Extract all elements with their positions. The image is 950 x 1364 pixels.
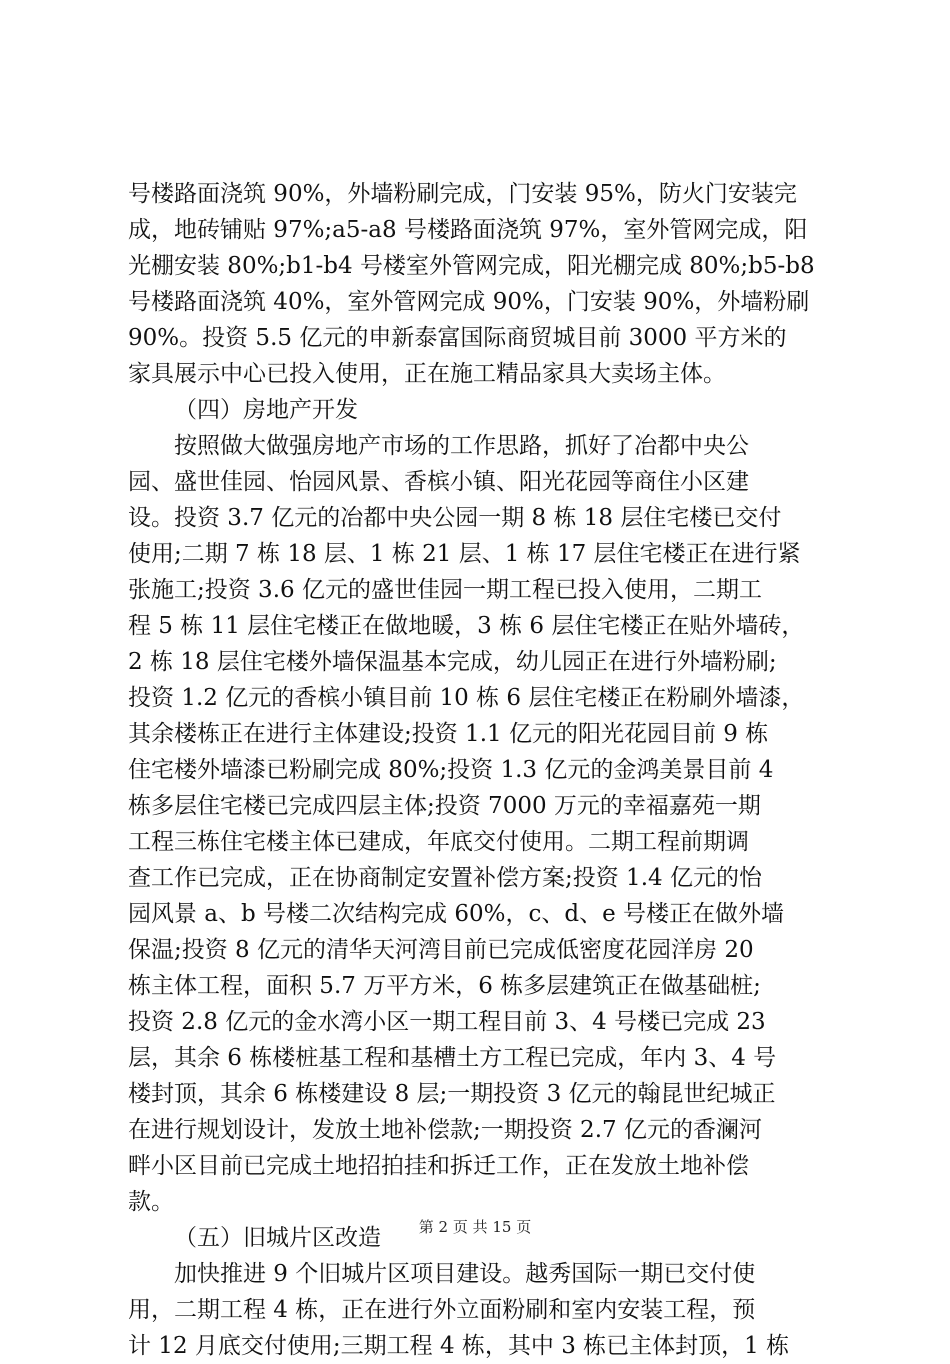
text-line: 2 栋 18 层住宅楼外墙保温基本完成，幼儿园正在进行外墙粉刷; xyxy=(128,649,777,675)
paragraph-first-line: 按照做大做强房地产市场的工作思路，抓好了冶都中央公 xyxy=(174,433,749,459)
text-line: 楼封顶，其余 6 栋楼建设 8 层;一期投资 3 亿元的翰昆世纪城正 xyxy=(128,1081,776,1107)
text-line: 畔小区目前已完成土地招拍挂和拆迁工作，正在发放土地补偿 xyxy=(128,1153,749,1179)
section-heading: （五）旧城片区改造 xyxy=(174,1225,381,1251)
text-line: 成，地砖铺贴 97%;a5-a8 号楼路面浇筑 97%，室外管网完成，阳 xyxy=(128,217,808,243)
text-line: 园风景 a、b 号楼二次结构完成 60%，c、d、e 号楼正在做外墙 xyxy=(128,901,785,927)
section-heading: （四）房地产开发 xyxy=(174,397,358,423)
text-line: 号楼路面浇筑 40%，室外管网完成 90%，门安装 90%，外墙粉刷 xyxy=(128,289,810,315)
text-line: 住宅楼外墙漆已粉刷完成 80%;投资 1.3 亿元的金鸿美景目前 4 xyxy=(128,757,774,783)
text-line: 张施工;投资 3.6 亿元的盛世佳园一期工程已投入使用，二期工 xyxy=(128,577,762,603)
text-line: 其余楼栋正在进行主体建设;投资 1.1 亿元的阳光花园目前 9 栋 xyxy=(128,721,769,747)
text-line: 查工作已完成，正在协商制定安置补偿方案;投资 1.4 亿元的怡 xyxy=(128,865,762,891)
text-line: 家具展示中心已投入使用，正在施工精品家具大卖场主体。 xyxy=(128,361,726,387)
text-line: 栋主体工程，面积 5.7 万平方米，6 栋多层建筑正在做基础桩; xyxy=(128,973,761,999)
text-line: 设。投资 3.7 亿元的冶都中央公园一期 8 栋 18 层住宅楼已交付 xyxy=(128,505,782,531)
text-line: 光棚安装 80%;b1-b4 号楼室外管网完成，阳光棚完成 80%;b5-b8 xyxy=(128,253,815,279)
text-line: 园、盛世佳园、怡园风景、香槟小镇、阳光花园等商住小区建 xyxy=(128,469,749,495)
text-line: 用，二期工程 4 栋，正在进行外立面粉刷和室内安装工程，预 xyxy=(128,1297,756,1323)
text-line: 款。 xyxy=(128,1189,174,1215)
text-line: 计 12 月底交付使用;三期工程 4 栋，其中 3 栋已主体封顶，1 栋 xyxy=(128,1333,790,1359)
text-line: 工程三栋住宅楼主体已建成，年底交付使用。二期工程前期调 xyxy=(128,829,749,855)
text-line: 程 5 栋 11 层住宅楼正在做地暖，3 栋 6 层住宅楼正在贴外墙砖， xyxy=(128,613,805,639)
text-line: 使用;二期 7 栋 18 层、1 栋 21 层、1 栋 17 层住宅楼正在进行紧 xyxy=(128,541,801,567)
text-line: 投资 1.2 亿元的香槟小镇目前 10 栋 6 层住宅楼正在粉刷外墙漆， xyxy=(128,685,805,711)
text-line: 号楼路面浇筑 90%，外墙粉刷完成，门安装 95%，防火门安装完 xyxy=(128,181,797,207)
text-line: 层，其余 6 栋楼桩基工程和基槽土方工程已完成，年内 3、4 号 xyxy=(128,1045,777,1071)
text-line: 投资 2.8 亿元的金水湾小区一期工程目前 3、4 号楼已完成 23 xyxy=(128,1009,766,1035)
paragraph-first-line: 加快推进 9 个旧城片区项目建设。越秀国际一期已交付使 xyxy=(174,1261,756,1287)
text-line: 保温;投资 8 亿元的清华天河湾目前已完成低密度花园洋房 20 xyxy=(128,937,754,963)
page-number-footer: 第 2 页 共 15 页 xyxy=(418,1218,532,1236)
text-line: 栋多层住宅楼已完成四层主体;投资 7000 万元的幸福嘉苑一期 xyxy=(128,793,761,819)
document-body xyxy=(128,176,828,1364)
text-line: 在进行规划设计，发放土地补偿款;一期投资 2.7 亿元的香澜河 xyxy=(128,1117,762,1143)
text-line: 90%。投资 5.5 亿元的申新泰富国际商贸城目前 3000 平方米的 xyxy=(128,325,787,351)
